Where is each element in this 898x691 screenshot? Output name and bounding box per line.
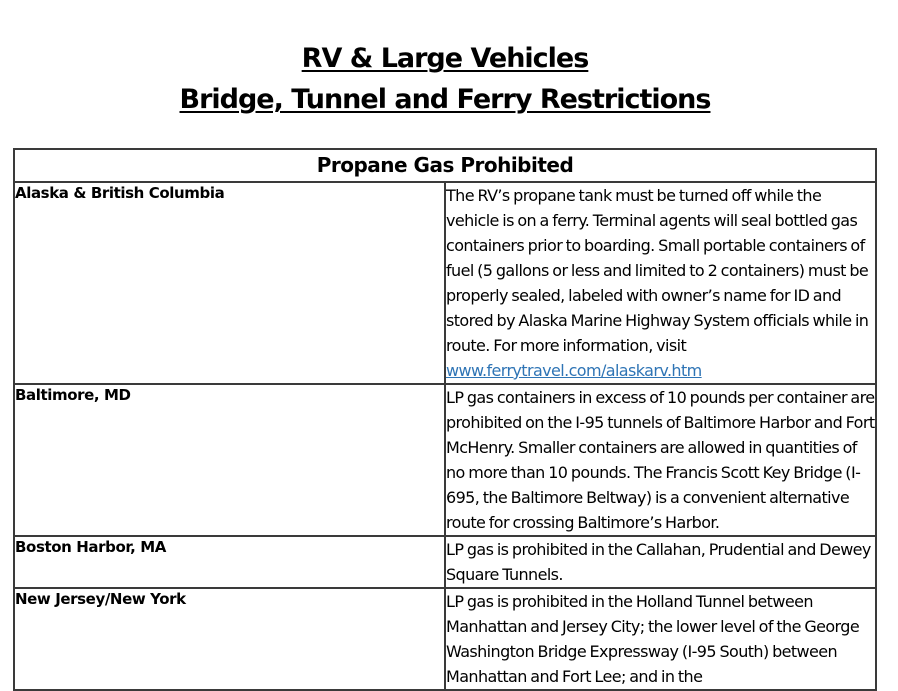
table-row xyxy=(14,384,876,536)
ferrytravel-link[interactable]: www.ferrytravel.com/alaskarv.htm xyxy=(446,361,702,380)
location-cell: New Jersey/New York xyxy=(14,588,445,690)
location-cell: Baltimore, MD xyxy=(14,384,445,536)
document-title xyxy=(0,38,890,120)
location-cell: Boston Harbor, MA xyxy=(14,536,445,588)
details-cell: LP gas containers in excess of 10 pounds per container are prohibited on the I-95 tunnels of Baltimore Harbor and Fort McHenry. Smaller containers are allowed in quantities of no more than 10 pounds. The Francis Scott Key Bridge (I-695, the Baltimore Beltway) is a convenient alternative route for crossing Baltimore’s Harbor. xyxy=(445,384,876,536)
title-line-1: RV & Large Vehicles xyxy=(301,43,589,74)
location-cell: Alaska & British Columbia xyxy=(14,182,445,384)
restrictions-table xyxy=(13,148,877,691)
details-cell: LP gas is prohibited in the Callahan, Prudential and Dewey Square Tunnels. xyxy=(445,536,876,588)
details-cell xyxy=(445,182,876,384)
section-header: Propane Gas Prohibited xyxy=(14,149,876,182)
details-text: The RV’s propane tank must be turned off while the vehicle is on a ferry. Terminal agents will seal bottled gas containers prior to boarding. Small portable containers of fuel (5 gallons or less and limited to 2 containers) must be properly sealed, labeled with owner’s name for ID and stored by Alaska Marine Highway System officials while in route. For more information, visit xyxy=(446,186,869,355)
section-header-row xyxy=(14,149,876,182)
title-line-2: Bridge, Tunnel and Ferry Restrictions xyxy=(179,84,711,115)
table-row xyxy=(14,536,876,588)
details-cell: LP gas is prohibited in the Holland Tunnel between Manhattan and Jersey City; the lower level of the George Washington Bridge Expressway (I-95 South) between Manhattan and Fort Lee; and in the xyxy=(445,588,876,690)
table-row xyxy=(14,588,876,690)
table-row xyxy=(14,182,876,384)
